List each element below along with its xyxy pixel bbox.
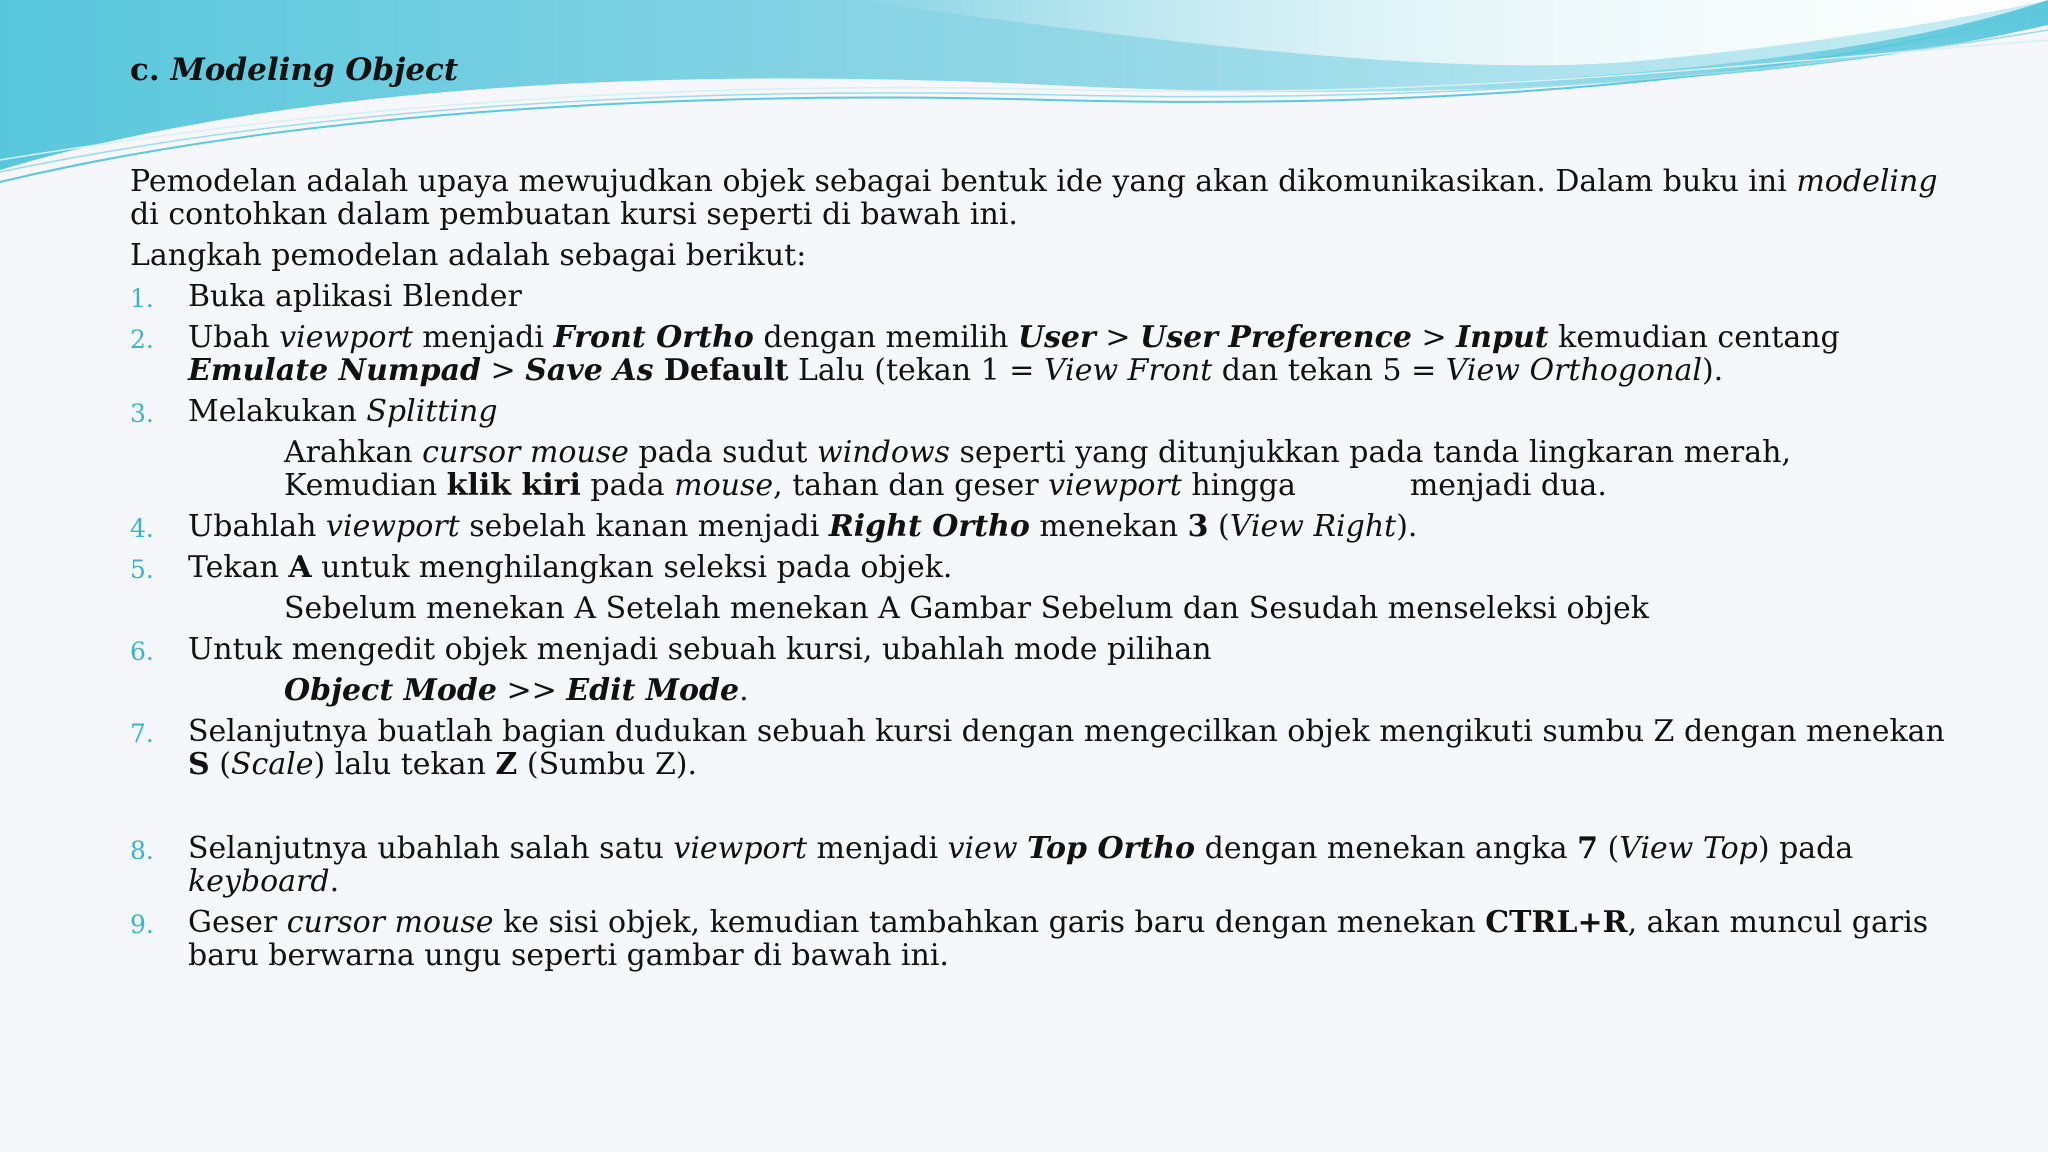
list-number: 5.: [130, 555, 154, 584]
figure-caption: Sebelum menekan A Setelah menekan A Gambar Sebelum dan Sesudah menseleksi objek: [284, 591, 1649, 626]
list-item: 6. Untuk mengedit objek menjadi sebuah kursi, ubahlah mode pilihan: [130, 632, 1212, 667]
list-number: 9.: [130, 910, 154, 939]
intro-paragraph: Pemodelan adalah upaya mewujudkan objek sebagai bentuk ide yang akan dikomunikasikan. Dalam buku ini modeling di contohkan dalam pembuatan kursi seperti di bawah ini.: [130, 164, 1938, 232]
list-item: 9. Geser cursor mouse ke sisi objek, kemudian tambahkan garis baru dengan menekan CTRL+R, akan muncul garis baru berwarna ungu seperti gambar di bawah ini.: [130, 905, 1929, 973]
list-item: 7. Selanjutnya buatlah bagian dudukan sebuah kursi dengan mengecilkan objek mengikuti sumbu Z dengan menekan S (Scale) lalu tekan Z (Sumbu Z).: [130, 714, 1945, 782]
steps-intro: Langkah pemodelan adalah sebagai berikut:: [130, 238, 807, 273]
list-item: 5. Tekan A untuk menghilangkan seleksi pada objek.: [130, 550, 953, 585]
list-number: 2.: [130, 325, 154, 354]
list-item: 2. Ubah viewport menjadi Front Ortho dengan memilih User > User Preference > Input kemudian centang Emulate Numpad > Save As Default Lalu (tekan 1 = View Front dan tekan 5 = View Orthogonal).: [130, 320, 1840, 388]
list-item: 4. Ubahlah viewport sebelah kanan menjadi Right Ortho menekan 3 (View Right).: [130, 509, 1418, 544]
splitting-instructions: Arahkan cursor mouse pada sudut windows seperti yang ditunjukkan pada tanda lingkaran merah, Kemudian klik kiri pada mouse, tahan dan geser viewport hingga menjadi dua.: [284, 435, 1791, 503]
mode-instruction: Object Mode >> Edit Mode.: [284, 673, 749, 708]
title-prefix: c.: [130, 52, 171, 88]
list-number: 6.: [130, 637, 154, 666]
title-text: Modeling Object: [170, 52, 459, 88]
list-number: 3.: [130, 399, 154, 428]
list-number: 1.: [130, 284, 154, 313]
slide-content: [130, 165, 1960, 972]
list-number: 8.: [130, 836, 154, 865]
list-item: 8. Selanjutnya ubahlah salah satu viewport menjadi view Top Ortho dengan menekan angka 7 (View Top) pada keyboard.: [130, 831, 1854, 899]
list-item: 3. Melakukan Splitting: [130, 394, 498, 429]
list-number: 4.: [130, 514, 154, 543]
slide-title: [130, 50, 458, 90]
list-number: 7.: [130, 719, 154, 748]
list-item: 1. Buka aplikasi Blender: [130, 279, 522, 314]
